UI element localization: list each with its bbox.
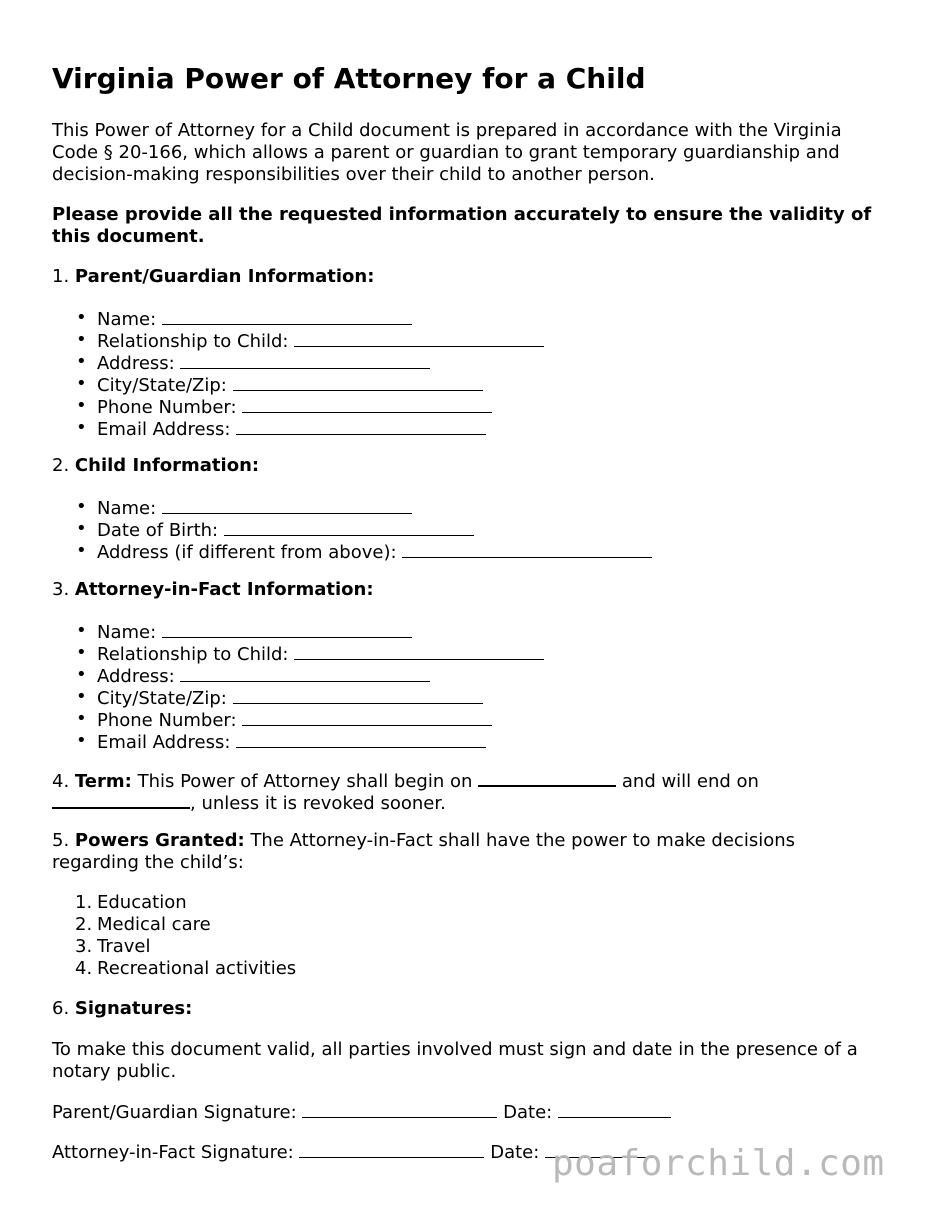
list-item — [52, 892, 296, 914]
list-item — [52, 395, 544, 417]
name-blank[interactable] — [162, 307, 412, 325]
list-item — [52, 307, 544, 329]
list-item — [52, 373, 544, 395]
list-item — [52, 620, 544, 642]
parent-signature-blank[interactable] — [302, 1100, 497, 1118]
list-item — [52, 642, 544, 664]
item-label: Medical care — [97, 914, 211, 935]
item-label: Education — [97, 892, 187, 913]
section-number: 6. — [52, 998, 70, 1019]
powers-text: The Attorney-in-Fact shall have the power to make decisions regarding the child’s: — [52, 830, 796, 873]
powers-paragraph — [52, 830, 882, 874]
phone-blank[interactable] — [242, 395, 492, 413]
child-fields-list — [52, 496, 652, 562]
term-line-1 — [52, 768, 759, 792]
intro-paragraph: This Power of Attorney for a Child document is prepared in accordance with the Virginia Code § 20-166, which allows a parent or guardian to grant temporary guardianship and decision-making responsibilities over their child to another person. — [52, 120, 842, 185]
item-label: Recreational activities — [97, 958, 297, 979]
page-title: Virginia Power of Attorney for a Child — [52, 62, 646, 95]
section-attorney-heading — [52, 579, 374, 600]
section-title: Attorney-in-Fact Information: — [74, 579, 374, 600]
section-title: Signatures: — [74, 998, 193, 1019]
section-number: 3. — [52, 579, 70, 600]
section-title: Powers Granted: — [74, 830, 245, 851]
attorney-signature-blank[interactable] — [299, 1140, 484, 1158]
list-item — [52, 417, 544, 439]
term-text-begin: This Power of Attorney shall begin on — [137, 771, 473, 792]
list-item — [52, 329, 544, 351]
term-end-blank[interactable] — [52, 790, 190, 809]
list-item — [52, 664, 544, 686]
relationship-blank[interactable] — [294, 329, 544, 347]
field-label: Name: — [97, 498, 157, 519]
field-label: Email Address: — [97, 419, 231, 440]
section-signatures-heading — [52, 998, 192, 1019]
list-item — [52, 351, 544, 373]
attorney-fields-list — [52, 620, 544, 752]
section-title: Child Information: — [74, 455, 260, 476]
field-label: Phone Number: — [97, 710, 237, 731]
date-of-birth-blank[interactable] — [224, 518, 474, 536]
watermark: poaforchild.com — [552, 1143, 885, 1184]
powers-list — [52, 892, 296, 980]
field-label: Date of Birth: — [97, 520, 219, 541]
email-blank[interactable] — [236, 417, 486, 435]
parent-fields-list — [52, 307, 544, 439]
email-blank[interactable] — [236, 730, 486, 748]
city-state-zip-blank[interactable] — [233, 373, 483, 391]
item-number: 2. — [75, 914, 93, 935]
parent-date-blank[interactable] — [558, 1100, 671, 1118]
parent-signature-label: Parent/Guardian Signature: — [52, 1102, 297, 1123]
list-item — [52, 708, 544, 730]
date-label: Date: — [503, 1102, 553, 1123]
address-blank[interactable] — [402, 540, 652, 558]
section-number: 4. — [52, 771, 70, 792]
address-blank[interactable] — [180, 351, 430, 369]
list-item — [52, 914, 296, 936]
term-text-end: and will end on — [621, 771, 759, 792]
phone-blank[interactable] — [242, 708, 492, 726]
notice-paragraph: Please provide all the requested information accurately to ensure the validity of this document. — [52, 204, 872, 247]
list-item — [52, 518, 652, 540]
term-text-after: , unless it is revoked sooner. — [190, 793, 446, 814]
list-item — [52, 730, 544, 752]
parent-signature-line — [52, 1100, 671, 1123]
field-label: Address: — [97, 353, 175, 374]
list-item — [52, 496, 652, 518]
field-label: Relationship to Child: — [97, 331, 289, 352]
signatures-paragraph: To make this document valid, all parties involved must sign and date in the presence of a notary public. — [52, 1039, 858, 1082]
item-number: 4. — [75, 958, 93, 979]
name-blank[interactable] — [162, 496, 412, 514]
field-label: Address: — [97, 666, 175, 687]
term-line-2 — [52, 790, 446, 814]
field-label: City/State/Zip: — [97, 688, 227, 709]
section-title: Term: — [74, 771, 132, 792]
item-label: Travel — [97, 936, 151, 957]
section-title: Parent/Guardian Information: — [74, 266, 375, 287]
section-number: 1. — [52, 266, 70, 287]
field-label: Phone Number: — [97, 397, 237, 418]
address-blank[interactable] — [180, 664, 430, 682]
section-parent-heading — [52, 266, 374, 287]
attorney-signature-label: Attorney-in-Fact Signature: — [52, 1142, 294, 1163]
section-number: 2. — [52, 455, 70, 476]
list-item — [52, 958, 296, 980]
field-label: City/State/Zip: — [97, 375, 227, 396]
field-label: Name: — [97, 622, 157, 643]
item-number: 1. — [75, 892, 93, 913]
city-state-zip-blank[interactable] — [233, 686, 483, 704]
item-number: 3. — [75, 936, 93, 957]
term-start-blank[interactable] — [478, 768, 616, 787]
list-item — [52, 936, 296, 958]
list-item — [52, 540, 652, 562]
field-label: Address (if different from above): — [97, 542, 397, 563]
name-blank[interactable] — [162, 620, 412, 638]
section-number: 5. — [52, 830, 70, 851]
relationship-blank[interactable] — [294, 642, 544, 660]
field-label: Relationship to Child: — [97, 644, 289, 665]
field-label: Email Address: — [97, 732, 231, 753]
section-child-heading — [52, 455, 259, 476]
list-item — [52, 686, 544, 708]
date-label: Date: — [490, 1142, 540, 1163]
field-label: Name: — [97, 309, 157, 330]
